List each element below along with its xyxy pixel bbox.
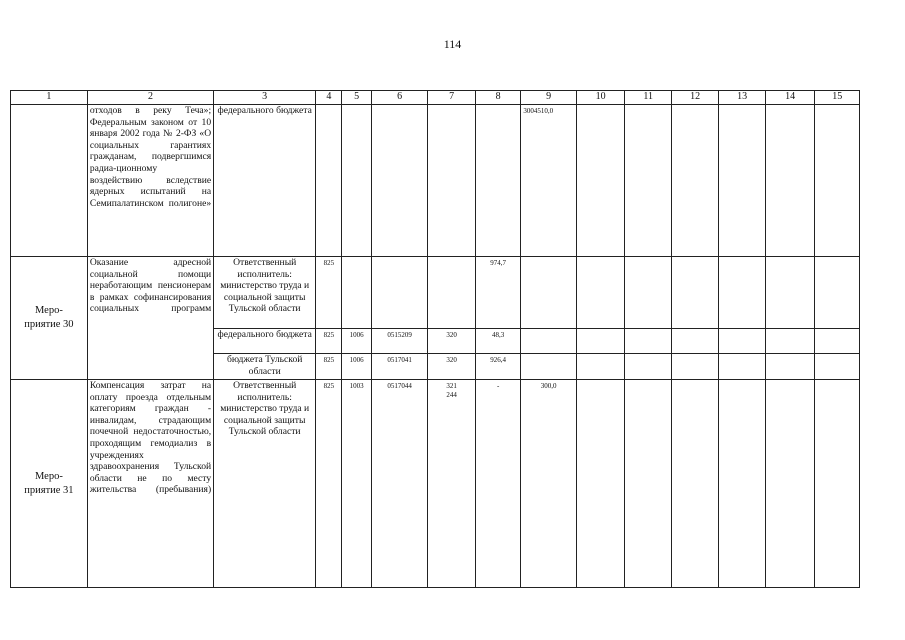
header-cell: 14 [765, 91, 815, 105]
table-cell [719, 354, 765, 380]
source-cell: федерального бюджета [214, 329, 316, 354]
table-cell [765, 380, 815, 588]
value-cell: 825 [316, 257, 342, 329]
value-cell: 300,0 [521, 380, 577, 588]
table-cell [625, 257, 671, 329]
table-cell [671, 257, 719, 329]
table-row [11, 257, 860, 329]
source-cell: Ответственный исполнитель: министерство труда и социальной защиты Тульской области [214, 380, 316, 588]
page-number: 114 [443, 37, 462, 51]
value-cell: 1006 [342, 354, 371, 380]
value-cell: 974,7 [475, 257, 520, 329]
measure-label: Меро- приятие 30 [11, 257, 88, 380]
description-cell: Оказание адресной социальной помощи неработающим пенсионерам в рамках софинансирования социальных программ [87, 257, 213, 380]
header-cell: 9 [521, 91, 577, 105]
header-cell: 3 [214, 91, 316, 105]
table-cell [625, 329, 671, 354]
header-cell: 10 [576, 91, 625, 105]
header-cell: 2 [87, 91, 213, 105]
value-cell: 321 244 [428, 380, 476, 588]
table-cell [815, 105, 860, 257]
header-cell: 5 [342, 91, 371, 105]
table-cell [625, 354, 671, 380]
measure-label-cell [11, 105, 88, 257]
table-cell [371, 105, 428, 257]
header-cell: 12 [671, 91, 719, 105]
table-cell [428, 105, 476, 257]
header-cell: 7 [428, 91, 476, 105]
table-cell [671, 354, 719, 380]
header-cell: 6 [371, 91, 428, 105]
measure-label: Меро- приятие 31 [11, 380, 88, 588]
value-cell: - [475, 380, 520, 588]
table-row [11, 380, 860, 588]
table-cell [576, 105, 625, 257]
table-cell [765, 257, 815, 329]
table-cell [576, 257, 625, 329]
header-cell: 8 [475, 91, 520, 105]
source-cell: бюджета Тульской области [214, 354, 316, 380]
header-cell: 15 [815, 91, 860, 105]
source-cell: федерального бюджета [214, 105, 316, 257]
table-cell [765, 329, 815, 354]
value-cell: 1003 [342, 380, 371, 588]
table-cell [765, 105, 815, 257]
value-cell: 48,3 [475, 329, 520, 354]
table-cell [342, 105, 371, 257]
table-cell [521, 257, 577, 329]
value-cell: 825 [316, 354, 342, 380]
table-cell [719, 257, 765, 329]
table-cell [719, 105, 765, 257]
table-cell [316, 105, 342, 257]
value-cell: 0517044 [371, 380, 428, 588]
table-cell [815, 354, 860, 380]
description-cell: отходов в реку Теча»; Федеральным законом от 10 января 2002 года № 2-ФЗ «О социальных гарантиях гражданам, подвергшимся радиа-ционному воздействию вследствие ядерных испытаний на Семипалатинском полигоне» [87, 105, 213, 257]
header-cell: 1 [11, 91, 88, 105]
value-cell: 825 [316, 380, 342, 588]
table-cell [765, 354, 815, 380]
table-cell [475, 105, 520, 257]
table-cell [371, 257, 428, 329]
table-cell [342, 257, 371, 329]
source-cell: Ответственный исполнитель: министерство труда и социальной защиты Тульской области [214, 257, 316, 329]
table-cell [576, 354, 625, 380]
table-cell [521, 354, 577, 380]
table-cell [719, 329, 765, 354]
table-cell [428, 257, 476, 329]
table-cell [671, 380, 719, 588]
table-cell [815, 257, 860, 329]
budget-table [10, 90, 860, 588]
table-cell [521, 329, 577, 354]
value-cell: 3004510,0 [521, 105, 577, 257]
value-cell: 0515209 [371, 329, 428, 354]
value-cell: 926,4 [475, 354, 520, 380]
value-cell: 825 [316, 329, 342, 354]
header-cell: 13 [719, 91, 765, 105]
header-cell: 4 [316, 91, 342, 105]
table-cell [815, 380, 860, 588]
table-cell [815, 329, 860, 354]
header-cell: 11 [625, 91, 671, 105]
table-cell [625, 380, 671, 588]
table-cell [576, 329, 625, 354]
header-row [11, 91, 860, 105]
table-cell [625, 105, 671, 257]
table-cell [576, 380, 625, 588]
description-cell: Компенсация затрат на оплату проезда отдельным категориям граждан - инвалидам, страдающим почечной недостаточностью, проходящим гемодиализ в учреждениях здравоохранения Тульской области не по месту жительства (пребывания) [87, 380, 213, 588]
table-cell [671, 329, 719, 354]
table-cell [719, 380, 765, 588]
table-cell [671, 105, 719, 257]
value-cell: 320 [428, 354, 476, 380]
value-cell: 320 [428, 329, 476, 354]
value-cell: 1006 [342, 329, 371, 354]
value-cell: 0517041 [371, 354, 428, 380]
table-row [11, 105, 860, 257]
